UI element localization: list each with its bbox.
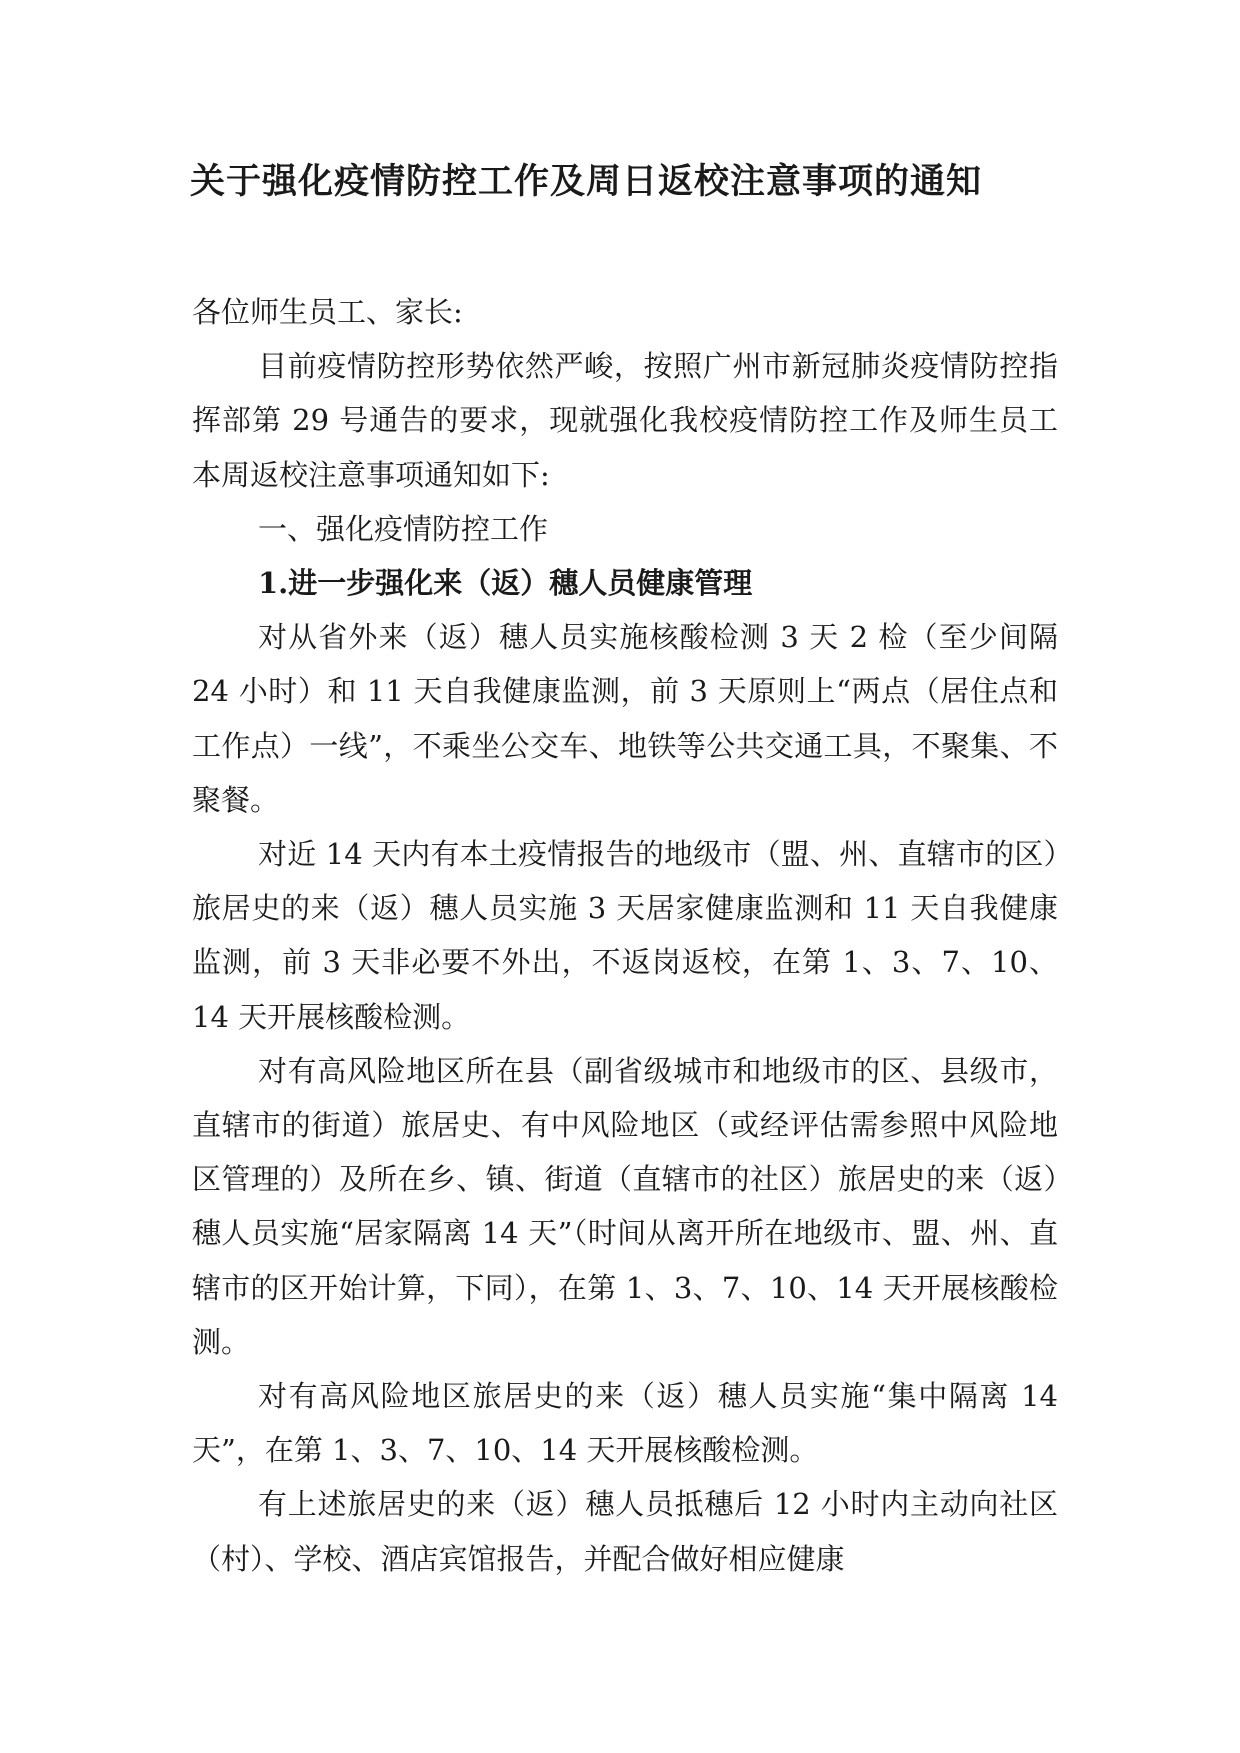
body-paragraph: 对从省外来（返）穗人员实施核酸检测 3 天 2 检（至少间隔 24 小时）和 11 天自我健康监测，前 3 天原则上“两点（居住点和工作点）一线”，不乘坐公交车、地铁等公共交通工具，不聚集、不聚餐。 [192, 620, 1058, 817]
body-paragraph: 对有高风险地区旅居史的来（返）穗人员实施“集中隔离 14 天”，在第 1、3、7、10、14 天开展核酸检测。 [192, 1379, 1058, 1468]
body-paragraph: 对近 14 天内有本土疫情报告的地级市（盟、州、直辖市的区）旅居史的来（返）穗人员实施 3 天居家健康监测和 11 天自我健康监测，前 3 天非必要不外出，不返岗返校，在第 1、3、7、10、14 天开展核酸检测。 [192, 837, 1058, 1034]
section-heading: 一、强化疫情防控工作 [258, 511, 549, 546]
intro-paragraph: 目前疫情防控形势依然严峻，按照广州市新冠肺炎疫情防控指挥部第 29 号通告的要求，现就强化我校疫情防控工作及师生员工本周返校注意事项通知如下: [192, 349, 1058, 492]
subsection-heading: 1.进一步强化来（返）穗人员健康管理 [258, 566, 753, 601]
salutation: 各位师生员工、家长: [192, 295, 463, 329]
document-title: 关于强化疫情防控工作及周日返校注意事项的通知 [190, 162, 983, 202]
body-paragraph: 对有高风险地区所在县（副省级城市和地级市的区、县级市，直辖市的街道）旅居史、有中风险地区（或经评估需参照中风险地区管理的）及所在乡、镇、街道（直辖市的社区）旅居史的来（返）穗人员实施“居家隔离 14 天”（时间从离开所在地级市、盟、州、直辖市的区开始计算，下同），在第 1、3、7、10、14 天开展核酸检测。 [192, 1053, 1058, 1359]
body-paragraph: 有上述旅居史的来（返）穗人员抵穗后 12 小时内主动向社区（村）、学校、酒店宾馆报告，并配合做好相应健康 [192, 1487, 1058, 1576]
document-body [192, 285, 1058, 1586]
